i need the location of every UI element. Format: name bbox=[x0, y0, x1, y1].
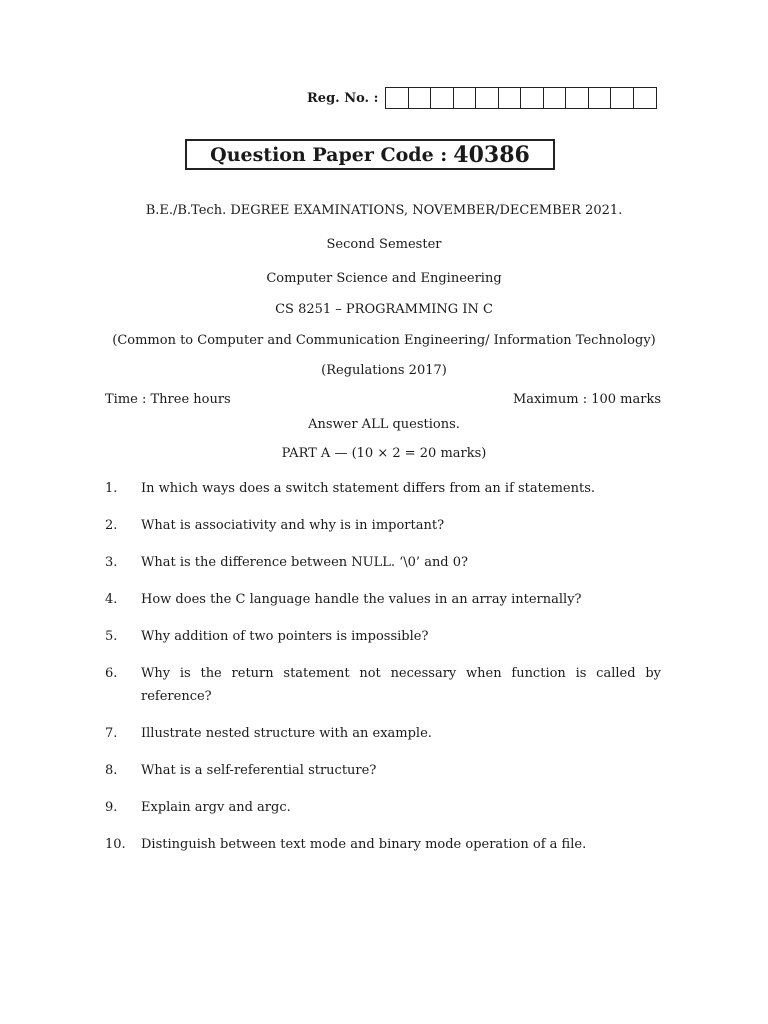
question-item bbox=[105, 662, 661, 708]
reg-number-box[interactable] bbox=[544, 88, 567, 108]
exam-instruction: Answer ALL questions. bbox=[308, 417, 460, 432]
exam-department: Computer Science and Engineering bbox=[266, 271, 502, 286]
exam-common-to: (Common to Computer and Communication Engineering/ Information Technology) bbox=[112, 333, 656, 348]
question-number: 9. bbox=[105, 800, 118, 815]
question-text: What is associativity and why is in important? bbox=[141, 518, 445, 533]
reg-number-box[interactable] bbox=[634, 88, 657, 108]
question-number: 8. bbox=[105, 763, 118, 778]
question-number: 2. bbox=[105, 518, 118, 533]
question-item bbox=[105, 477, 661, 500]
question-item bbox=[105, 833, 661, 856]
exam-semester: Second Semester bbox=[326, 237, 442, 252]
time-marks-row bbox=[105, 392, 661, 407]
reg-number-box[interactable] bbox=[476, 88, 499, 108]
reg-number-boxes bbox=[385, 87, 657, 109]
question-item bbox=[105, 551, 661, 574]
exam-course: CS 8251 – PROGRAMMING IN C bbox=[275, 302, 493, 317]
question-item bbox=[105, 625, 661, 648]
reg-number-box[interactable] bbox=[454, 88, 477, 108]
question-item bbox=[105, 722, 661, 745]
question-text: What is the difference between NULL. ‘\0’ and 0? bbox=[141, 555, 469, 570]
reg-number-box[interactable] bbox=[499, 88, 522, 108]
question-number: 10. bbox=[105, 837, 126, 852]
question-number: 4. bbox=[105, 592, 118, 607]
question-text: Distinguish between text mode and binary mode operation of a file. bbox=[141, 837, 587, 852]
question-text: What is a self-referential structure? bbox=[141, 763, 377, 778]
question-paper-code-label: Question Paper Code : bbox=[210, 143, 448, 166]
question-number: 1. bbox=[105, 481, 118, 496]
reg-number-box[interactable] bbox=[386, 88, 409, 108]
reg-number-field bbox=[307, 87, 657, 109]
question-text: Explain argv and argc. bbox=[141, 800, 291, 815]
question-text: Why is the return statement not necessary when function is called by reference? bbox=[141, 666, 661, 704]
question-item bbox=[105, 588, 661, 611]
question-item bbox=[105, 514, 661, 537]
question-paper-code-value: 40386 bbox=[453, 141, 530, 168]
exam-max-marks: Maximum : 100 marks bbox=[512, 392, 661, 407]
question-number: 7. bbox=[105, 726, 118, 741]
reg-number-box[interactable] bbox=[431, 88, 454, 108]
part-heading: PART A — (10 × 2 = 20 marks) bbox=[281, 446, 487, 461]
reg-number-box[interactable] bbox=[566, 88, 589, 108]
question-text: In which ways does a switch statement differs from an if statements. bbox=[141, 481, 595, 496]
question-text: Why addition of two pointers is impossible? bbox=[141, 629, 429, 644]
reg-number-box[interactable] bbox=[589, 88, 612, 108]
reg-number-box[interactable] bbox=[611, 88, 634, 108]
question-item bbox=[105, 759, 661, 782]
reg-number-box[interactable] bbox=[521, 88, 544, 108]
question-text: Illustrate nested structure with an example. bbox=[141, 726, 432, 741]
question-number: 6. bbox=[105, 666, 118, 681]
question-number: 5. bbox=[105, 629, 118, 644]
reg-number-label: Reg. No. : bbox=[307, 90, 379, 106]
reg-number-box[interactable] bbox=[409, 88, 432, 108]
question-text: How does the C language handle the values in an array internally? bbox=[141, 592, 582, 607]
question-number: 3. bbox=[105, 555, 118, 570]
question-item bbox=[105, 796, 661, 819]
exam-time: Time : Three hours bbox=[105, 392, 231, 407]
exam-degree: B.E./B.Tech. DEGREE EXAMINATIONS, NOVEMBER/DECEMBER 2021. bbox=[145, 203, 623, 218]
exam-regulations: (Regulations 2017) bbox=[321, 363, 447, 378]
question-paper-code-box bbox=[185, 139, 555, 170]
